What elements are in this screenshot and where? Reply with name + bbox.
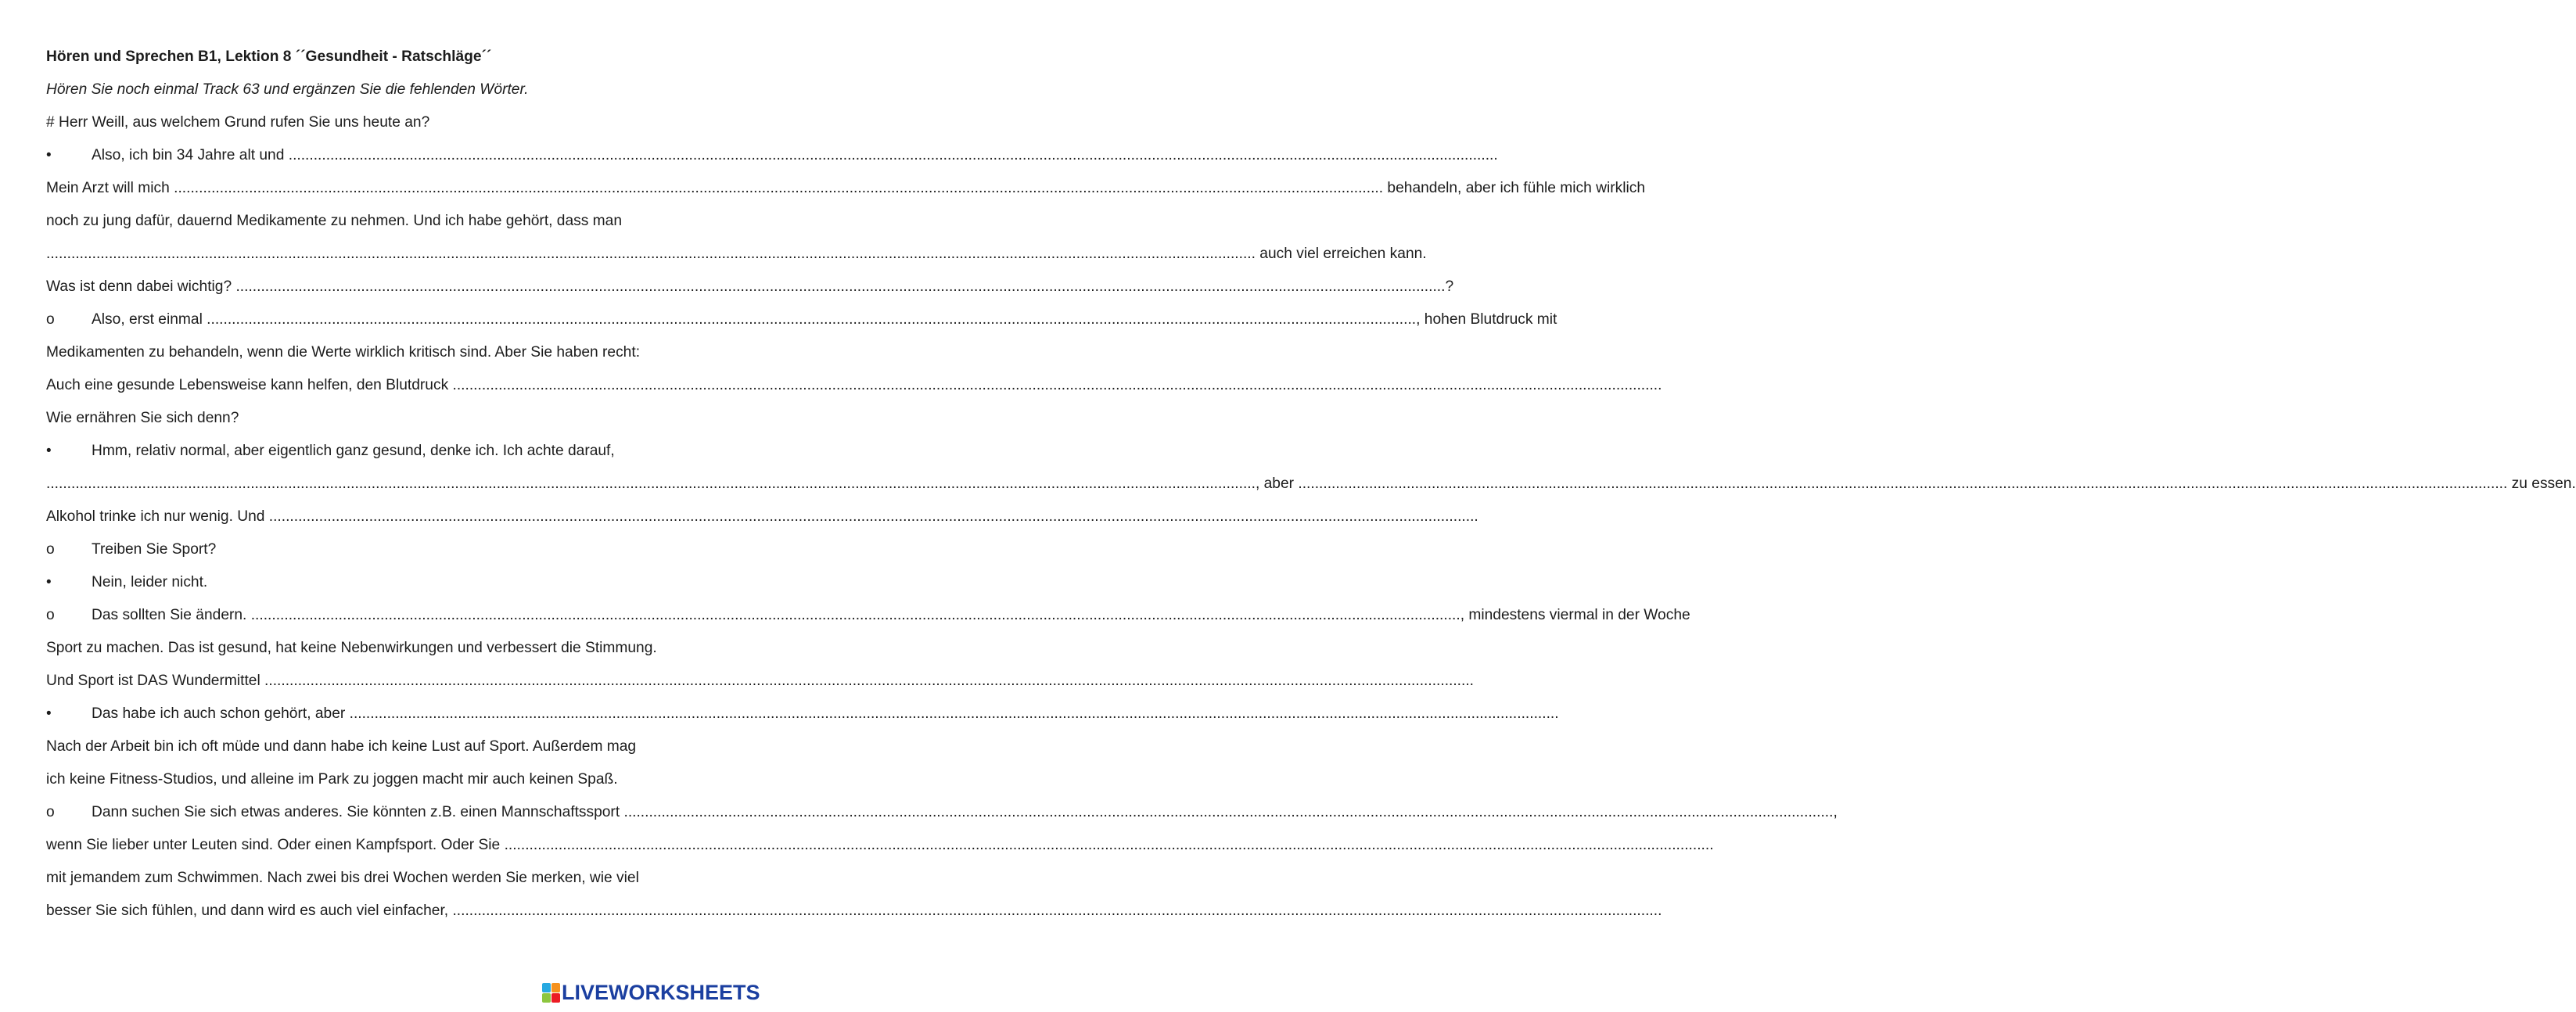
logo-text: LIVEWORKSHEETS xyxy=(562,980,760,1004)
dialogue-line-17: Sport zu machen. Das ist gesund, hat keine Nebenwirkungen und verbessert die Stimmung. xyxy=(46,640,657,656)
worksheet-title: Hören und Sprechen B1, Lektion 8 ´´Gesundheit - Ratschläge´´ xyxy=(46,48,492,65)
text: Hmm, relativ normal, aber eigentlich ganz gesund, denke ich. Ich achte darauf, xyxy=(92,443,615,459)
dialogue-line-11 xyxy=(46,435,746,468)
text: Also, erst einmal xyxy=(92,311,207,328)
blank-6[interactable]: .................................................................................................................................................................................................................................................................................................. xyxy=(452,377,1662,393)
text: Das habe ich auch schon gehört, aber xyxy=(92,705,350,722)
dialogue-line-6 xyxy=(46,271,1454,303)
text: behandeln, aber ich fühle mich wirklich xyxy=(1383,180,1645,196)
dialogue-line-15 xyxy=(46,566,746,599)
bullet-marker: • xyxy=(46,574,52,590)
dialogue-line-13 xyxy=(46,501,1478,533)
logo-square xyxy=(551,993,560,1003)
blank-9[interactable]: .................................................................................................................................................................................................................................................................................................. xyxy=(268,508,1478,525)
dialogue-line-10: Wie ernähren Sie sich denn? xyxy=(46,410,239,426)
dialogue-line-12 xyxy=(46,468,2576,501)
text: Das sollten Sie ändern. xyxy=(92,607,251,623)
bullet-marker: • xyxy=(46,443,52,459)
dialogue-line-19 xyxy=(46,698,1559,730)
dialogue-line-20: Nach der Arbeit bin ich oft müde und dann habe ich keine Lust auf Sport. Außerdem mag xyxy=(46,738,637,755)
text: zu essen. xyxy=(2507,475,2576,492)
dialogue-line-8: Medikamenten zu behandeln, wenn die Werte wirklich kritisch sind. Aber Sie haben recht: xyxy=(46,344,641,361)
logo-square xyxy=(551,983,560,992)
blank-2[interactable]: .................................................................................................................................................................................................................................................................................................. xyxy=(174,180,1384,196)
logo-icon xyxy=(542,983,559,1002)
text: Also, ich bin 34 Jahre alt und xyxy=(92,147,289,163)
blank-8[interactable]: .................................................................................................................................................................................................................................................................................................. xyxy=(1298,475,2508,492)
dialogue-line-18 xyxy=(46,665,1475,698)
blank-5[interactable]: .................................................................................................................................................................................................................................................................................................. xyxy=(207,311,1417,328)
text: Treiben Sie Sport? xyxy=(92,541,217,558)
bullet-marker: • xyxy=(46,705,52,722)
text: Und Sport ist DAS Wundermittel xyxy=(46,673,265,689)
text: auch viel erreichen kann. xyxy=(1255,246,1427,262)
bullet-marker: • xyxy=(46,147,52,163)
text: Dann suchen Sie sich etwas anderes. Sie könnten z.B. einen Mannschaftssport xyxy=(92,804,624,820)
dialogue-line-16 xyxy=(46,599,1690,632)
circle-marker: o xyxy=(46,311,55,328)
blank-12[interactable]: .................................................................................................................................................................................................................................................................................................. xyxy=(349,705,1559,722)
dialogue-line-23 xyxy=(46,829,1714,862)
dialogue-line-21: ich keine Fitness-Studios, und alleine im Park zu joggen macht mir auch keinen Spaß. xyxy=(46,771,618,788)
question-line: # Herr Weill, aus welchem Grund rufen Sie uns heute an? xyxy=(46,114,430,131)
text: , hohen Blutdruck mit xyxy=(1416,311,1557,328)
blank-1[interactable]: .................................................................................................................................................................................................................................................................................................. xyxy=(288,147,1498,163)
circle-marker: o xyxy=(46,607,55,623)
text: , xyxy=(1833,804,1838,820)
blank-7[interactable]: .................................................................................................................................................................................................................................................................................................. xyxy=(46,475,1256,492)
text: Alkohol trinke ich nur wenig. Und xyxy=(46,508,269,525)
circle-marker: o xyxy=(46,541,55,558)
liveworksheets-logo xyxy=(542,979,760,1006)
dialogue-line-24: mit jemandem zum Schwimmen. Nach zwei bis drei Wochen werden Sie merken, wie viel xyxy=(46,870,639,886)
logo-square xyxy=(542,983,551,992)
instruction: Hören Sie noch einmal Track 63 und ergänzen Sie die fehlenden Wörter. xyxy=(46,81,529,98)
circle-marker: o xyxy=(46,804,55,820)
blank-13[interactable]: .................................................................................................................................................................................................................................................................................................. xyxy=(623,804,1834,820)
blank-11[interactable]: .................................................................................................................................................................................................................................................................................................. xyxy=(264,673,1475,689)
text: , aber xyxy=(1255,475,1299,492)
dialogue-line-3 xyxy=(46,172,1645,205)
blank-10[interactable]: .................................................................................................................................................................................................................................................................................................. xyxy=(250,607,1460,623)
text: Nein, leider nicht. xyxy=(92,574,208,590)
dialogue-line-9 xyxy=(46,369,1662,402)
text: , mindestens viermal in der Woche xyxy=(1460,607,1690,623)
text: ? xyxy=(1445,278,1454,295)
text: Was ist denn dabei wichtig? xyxy=(46,278,236,295)
dialogue-line-5 xyxy=(46,238,1427,271)
dialogue-line-7 xyxy=(46,303,1557,336)
blank-3[interactable]: .................................................................................................................................................................................................................................................................................................. xyxy=(46,246,1256,262)
text: Auch eine gesunde Lebensweise kann helfen, den Blutdruck xyxy=(46,377,453,393)
blank-14[interactable]: .................................................................................................................................................................................................................................................................................................. xyxy=(504,837,1714,853)
text: Mein Arzt will mich xyxy=(46,180,174,196)
dialogue-line-25 xyxy=(46,895,1662,928)
dialogue-line-4: noch zu jung dafür, dauernd Medikamente zu nehmen. Und ich habe gehört, dass man xyxy=(46,213,622,229)
logo-square xyxy=(542,993,551,1003)
dialogue-line-22 xyxy=(46,796,1838,829)
text: besser Sie sich fühlen, und dann wird es auch viel einfacher, xyxy=(46,903,453,919)
text: wenn Sie lieber unter Leuten sind. Oder einen Kampfsport. Oder Sie xyxy=(46,837,505,853)
dialogue-line-2 xyxy=(46,139,1498,172)
dialogue-line-14 xyxy=(46,533,746,566)
blank-15[interactable]: .................................................................................................................................................................................................................................................................................................. xyxy=(452,903,1662,919)
worksheet xyxy=(46,41,2576,928)
blank-4[interactable]: .................................................................................................................................................................................................................................................................................................. xyxy=(235,278,1446,295)
